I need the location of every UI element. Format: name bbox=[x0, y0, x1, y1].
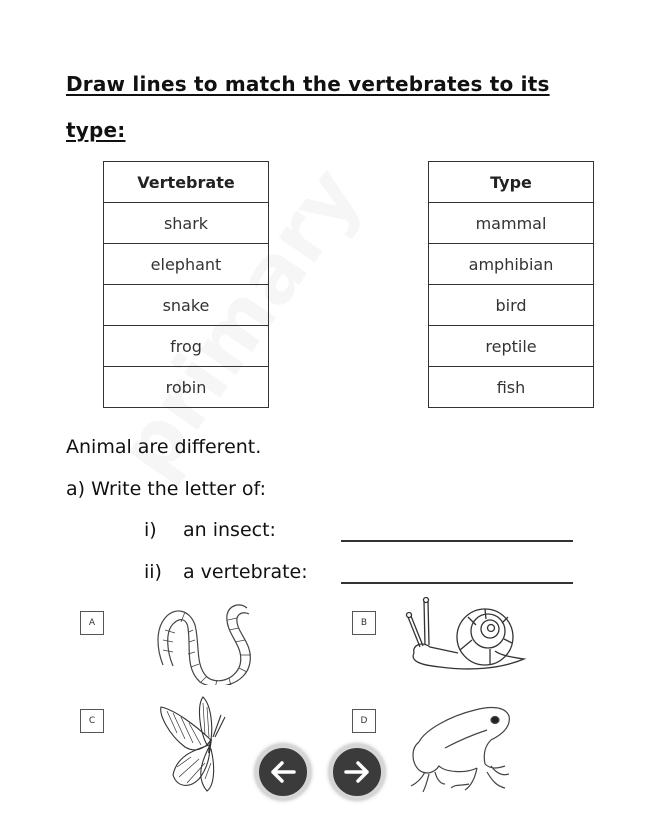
arrow-right-icon bbox=[343, 760, 371, 784]
question-a: a) Write the letter of: bbox=[66, 478, 266, 500]
sub-question-num: i) bbox=[144, 519, 157, 541]
intro-text: Animal are different. bbox=[66, 436, 262, 458]
snail-icon bbox=[400, 595, 530, 684]
frog-icon bbox=[405, 700, 515, 799]
answer-line-insect[interactable] bbox=[341, 540, 573, 542]
next-button[interactable] bbox=[329, 744, 385, 800]
type-table bbox=[428, 161, 594, 408]
letter-box-d: D bbox=[352, 709, 376, 733]
sub-question-label: a vertebrate: bbox=[183, 561, 308, 583]
letter-box-c: C bbox=[80, 709, 104, 733]
arrow-left-icon bbox=[269, 760, 297, 784]
vertebrate-cell[interactable]: snake bbox=[104, 285, 269, 326]
instruction-heading-continued: type: bbox=[66, 118, 126, 142]
type-header: Type bbox=[429, 162, 594, 203]
vertebrate-cell[interactable]: robin bbox=[104, 367, 269, 408]
sub-question-label: an insect: bbox=[183, 519, 276, 541]
vertebrate-cell[interactable]: shark bbox=[104, 203, 269, 244]
type-cell[interactable]: fish bbox=[429, 367, 594, 408]
answer-line-vertebrate[interactable] bbox=[341, 582, 573, 584]
worm-icon bbox=[155, 600, 255, 689]
letter-box-a: A bbox=[80, 611, 104, 635]
type-cell[interactable]: bird bbox=[429, 285, 594, 326]
vertebrate-cell[interactable]: frog bbox=[104, 326, 269, 367]
vertebrate-table bbox=[103, 161, 269, 408]
sub-question-num: ii) bbox=[144, 561, 162, 583]
vertebrate-cell[interactable]: elephant bbox=[104, 244, 269, 285]
instruction-heading: Draw lines to match the vertebrates to its bbox=[66, 72, 550, 96]
type-cell[interactable]: amphibian bbox=[429, 244, 594, 285]
letter-box-b: B bbox=[352, 611, 376, 635]
type-cell[interactable]: mammal bbox=[429, 203, 594, 244]
vertebrate-header: Vertebrate bbox=[104, 162, 269, 203]
butterfly-icon bbox=[155, 695, 235, 799]
type-cell[interactable]: reptile bbox=[429, 326, 594, 367]
previous-button[interactable] bbox=[255, 744, 311, 800]
